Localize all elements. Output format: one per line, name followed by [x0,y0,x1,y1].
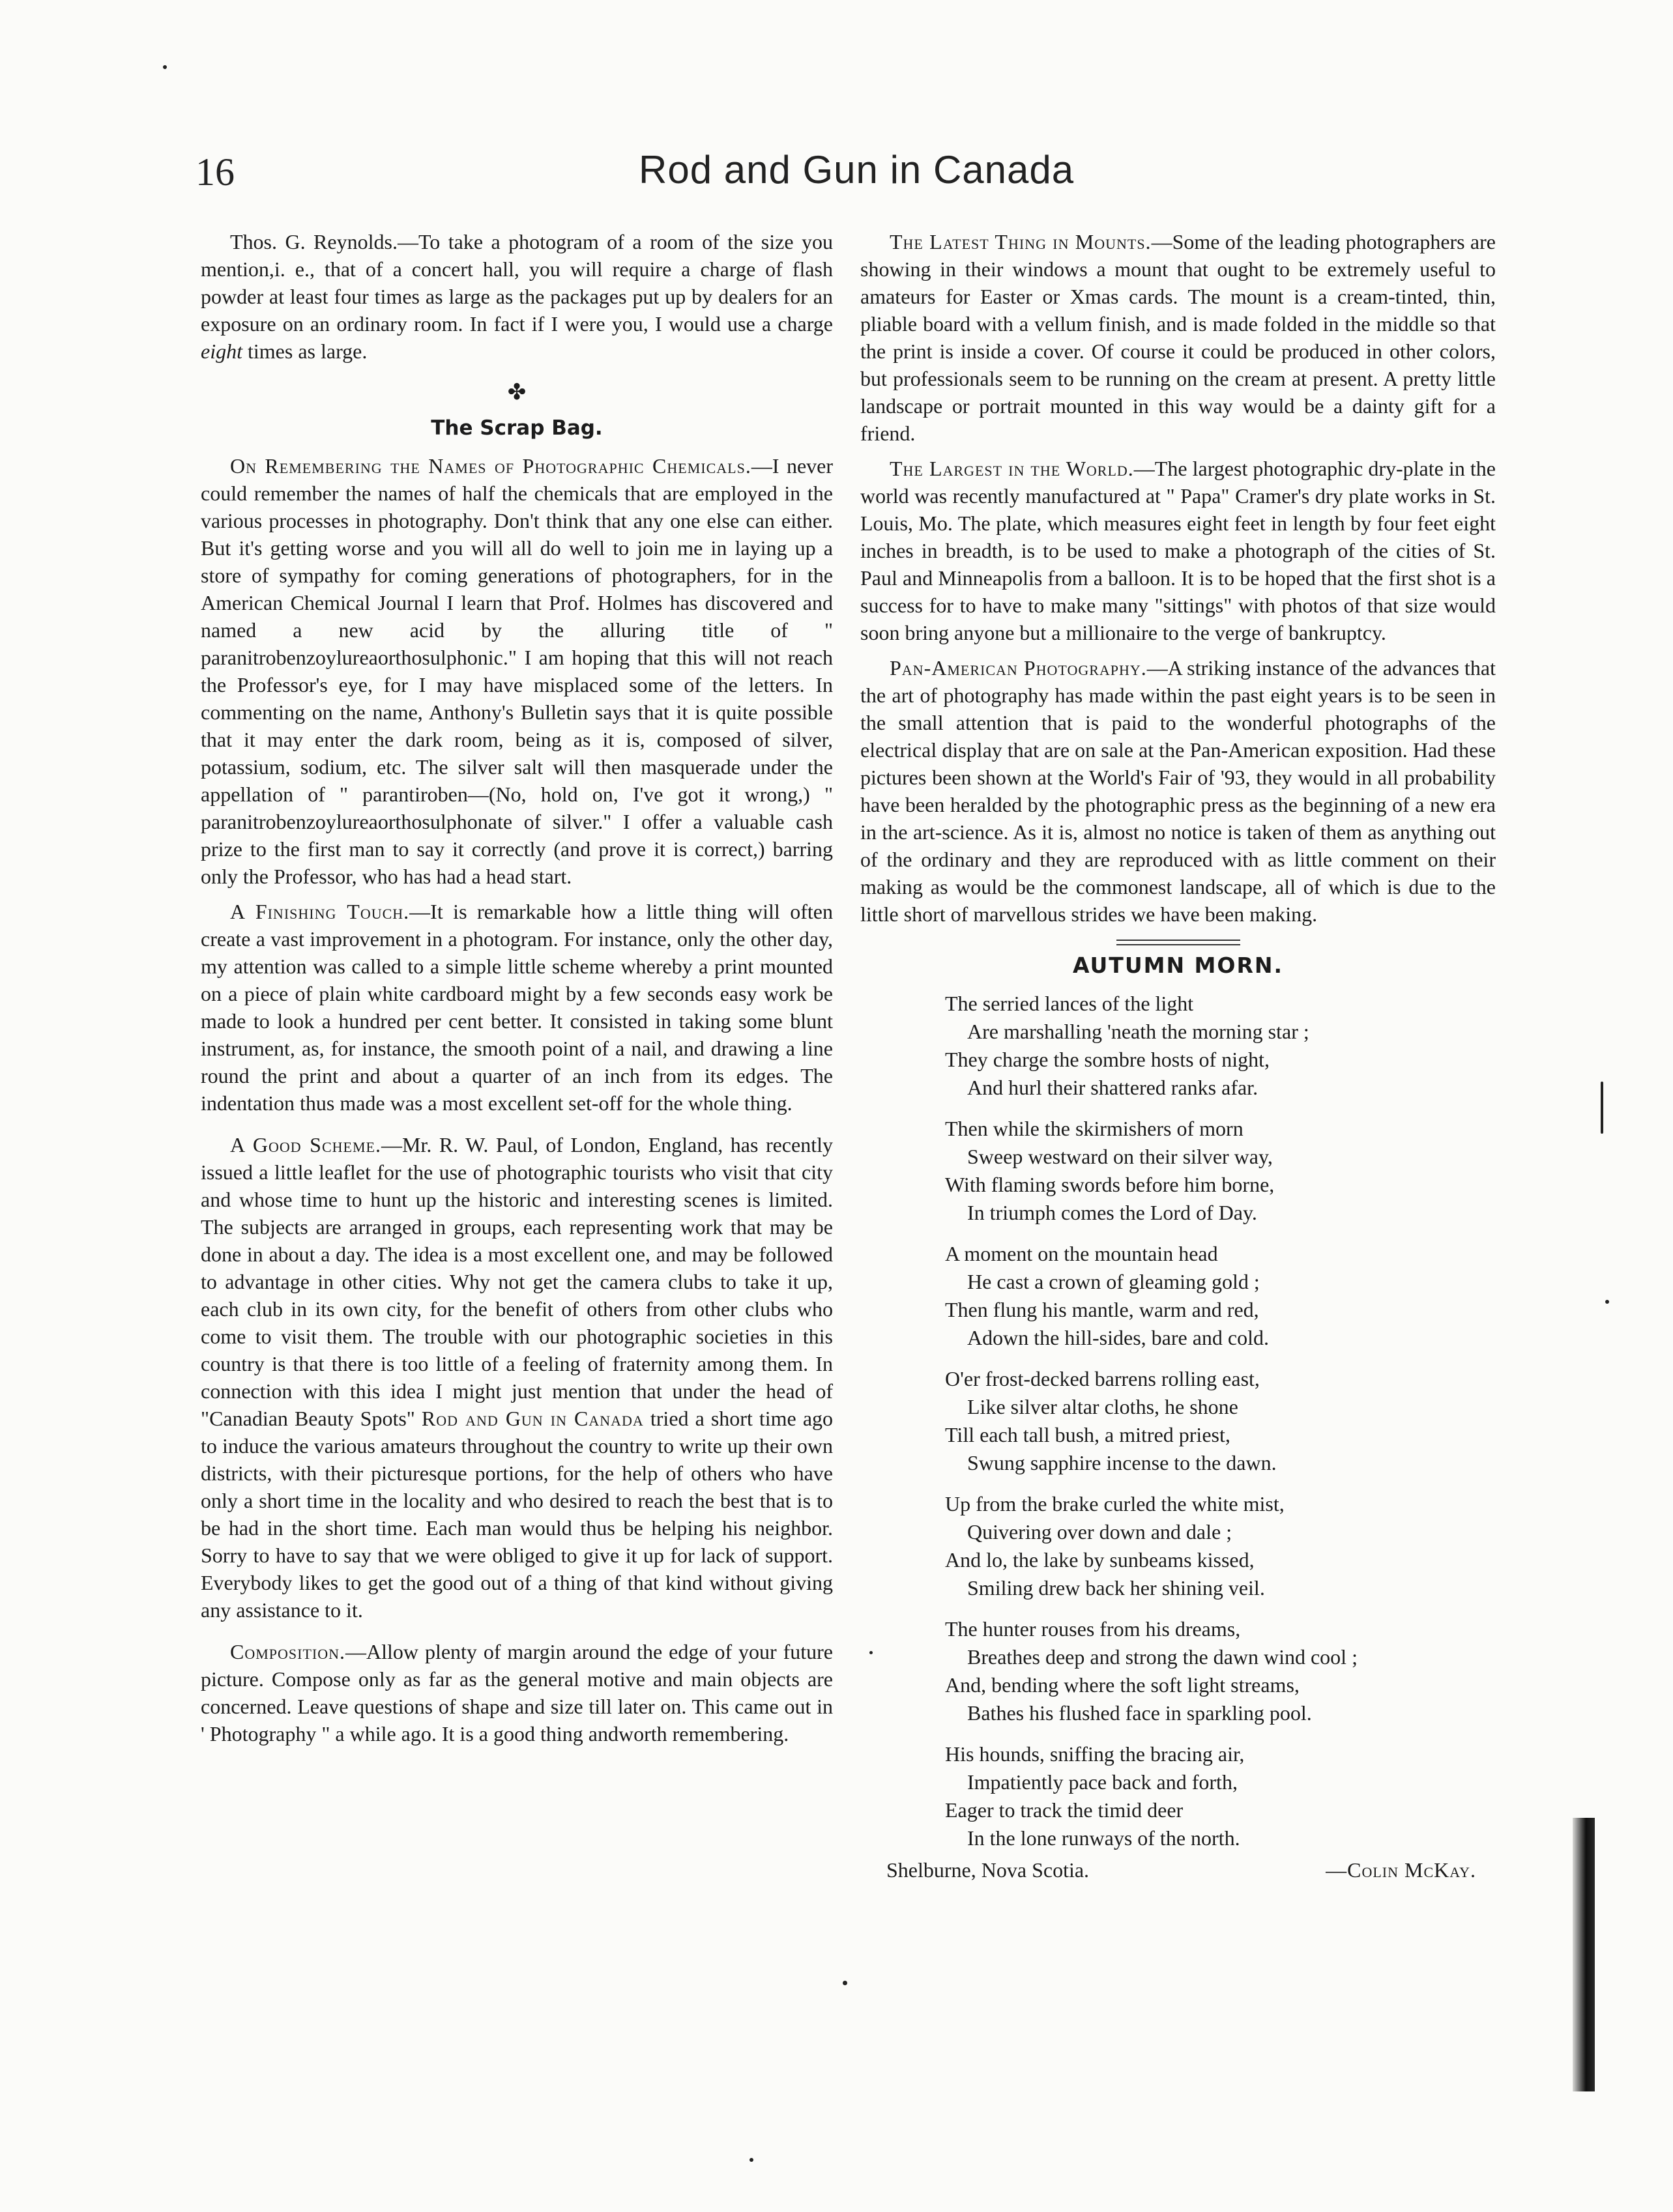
poem-stanza [945,1240,1496,1352]
article-composition: Composition.—Allow plenty of margin around the edge of your future picture. Compose only as far as the general motive and main objects are concerned. Leave questions of shape and size till later on. This came out in ' Photography " a while ago. It is a good thing andworth remembering. [201,1640,833,1745]
poem-line: In the lone runways of the north. [967,1826,1240,1850]
poem-line: In triumph comes the Lord of Day. [967,1201,1257,1224]
running-head: Rod and Gun in Canada [639,148,1075,192]
poem-stanza [945,1740,1496,1852]
poem-signature [860,1856,1496,1884]
poem-line: The hunter rouses from his dreams, [945,1617,1241,1641]
scan-edge-artifact [1573,1818,1595,2091]
poem-title: AUTUMN MORN. [1072,953,1284,978]
poem-stanza [945,1615,1496,1727]
poem-line: Impatiently pace back and forth, [967,1770,1238,1794]
scan-speck [843,1981,847,1985]
article-latest-mounts: The Latest Thing in Mounts.—Some of the leading photographers are showing in their windows a mount that ought to be extremely useful to amateurs for Easter or Xmas cards. The mount is a cream-tinted, thin, pliable board with a vellum finish, and is made folded in the middle so that the print is inside a cover. Of course it could be produced in other colors, but professionals seem to be running on the cream at present. A pretty little landscape or portrait mounted in this way would be a dainty gift for a friend. [860,230,1496,445]
poem-line: Then flung his mantle, warm and red, [945,1298,1259,1321]
poem-line: A moment on the mountain head [945,1242,1218,1265]
poem-line: His hounds, sniffing the bracing air, [945,1742,1245,1766]
poem-line: And, bending where the soft light streams, [945,1673,1300,1697]
reply-reynolds: Thos. G. Reynolds.—To take a photogram of a room of the size you mention,i. e., that of a concert hall, you will require a charge of flash powder at least four times as large as the packages put up by dealers for an exposure on an ordinary room. In fact if I were you, I would use a charge eight times as large. [201,230,833,363]
article-finishing-touch: A Finishing Touch.—It is remarkable how a little thing will often create a vast improvement in a photogram. For instance, only the other day, my attention was called to a simple little scheme whereby a print mounted on a piece of plain white cardboard might by a few seconds easy work be made to look a hundred per cent better. It consisted in taking some blunt instrument, as, for instance, the smooth point of a nail, and drawing a line round the print and about a quarter of an inch from its edges. The indentation thus made was a most excellent set-off for the whole thing. [201,900,833,1115]
scan-speck [1601,1082,1603,1134]
poem-line: Smiling drew back her shining veil. [967,1576,1265,1600]
poem-body [945,990,1496,1852]
page-number: 16 [196,151,235,194]
poem-stanza [945,990,1496,1102]
ornament-icon: ✤ [507,381,527,405]
poem-line: Sweep westward on their silver way, [967,1145,1273,1168]
poem-line: Eager to track the timid deer [945,1798,1184,1822]
poem-line: The serried lances of the light [945,992,1194,1015]
left-column [201,228,833,1755]
poem-line: Till each tall bush, a mitred priest, [945,1423,1230,1446]
poem-line: They charge the sombre hosts of night, [945,1048,1270,1071]
poem-line: And lo, the lake by sunbeams kissed, [945,1548,1255,1572]
section-title: The Scrap Bag. [431,416,603,440]
article-chemical-names: On Remembering the Names of Photographic Chemicals.—I never could remember the names of half the chemicals that are employed in the various processes in photography. Don't think that any one else can either. But it's getting worse and you will all do well to join me in laying up a store of sympathy for coming generations of photographers, for in the American Chemical Journal I learn that Prof. Holmes has discovered and named a new acid by the alluring title of " paranitrobenzoylureaorthosulphonic." I am hoping that this will not reach the Professor's eye, for I may have misplaced some of the letters. In commenting on the name, Anthony's Bulletin says that it is quite possible that it may enter the dark room, being as it is, composed of silver, potassium, sodium, etc. The silver salt will then masquerade under the appellation of " parantiroben—(No, hold on, I've got it wrong,) " paranitrobenzoylureaorthosulphonate of silver." I offer a valuable cash prize to the first man to say it correctly (and prove it is correct,) barring only the Professor, who has had a head start. [201,454,833,888]
poem-line: Like silver altar cloths, he shone [967,1395,1238,1418]
poem-line: Bathes his flushed face in sparkling pool. [967,1701,1312,1725]
scan-speck [749,2158,753,2162]
article-largest-plate: The Largest in the World.—The largest photographic dry-plate in the world was recently manufactured at " Papa" Cramer's dry plate works in St. Louis, Mo. The plate, which measures eight feet in length by four feet eight inches in breadth, is to be used to make a photograph of the cities of St. Paul and Minneapolis from a balloon. It is to be hoped that the first shot is a success for to have to make many "sittings" with photos of that size would soon bring anyone but a millionaire to the verge of bankruptcy. [860,457,1496,644]
poem-line: Swung sapphire incense to the dawn. [967,1451,1277,1474]
poem-line: With flaming swords before him borne, [945,1173,1275,1196]
scan-speck [1605,1300,1609,1304]
poem-line: O'er frost-decked barrens rolling east, [945,1367,1260,1390]
poem-line: He cast a crown of gleaming gold ; [967,1270,1260,1293]
poem-author: —Colin McKay. [1326,1858,1476,1882]
poem-stanza [945,1490,1496,1602]
poem-line: Breathes deep and strong the dawn wind cool ; [967,1645,1358,1669]
right-column [860,228,1496,1884]
double-rule-divider [1116,940,1240,945]
poem-line: Up from the brake curled the white mist, [945,1492,1285,1515]
article-good-scheme: A Good Scheme.—Mr. R. W. Paul, of London, England, has recently issued a little leaflet for the use of photographic tourists who visit that city and whose time to hunt up the historic and interesting scenes is limited. The subjects are arranged in groups, each representing work that may be done in about a day. The idea is a most excellent one, and may be followed to advantage in other cities. Why not get the camera clubs to take it up, each club in its own city, for the benefit of others from other clubs who come to visit them. The trouble with our photographic societies in this country is that there is too little of a feeling of fraternity among them. In connection with this idea I might just mention that under the head of "Canadian Beauty Spots" Rod and Gun in Canada tried a short time ago to induce the various amateurs throughout the country to write up their own districts, with their picturesque portions, for the help of others who have only a short time in the locality and who desired to reach the best that is to be had in the short time. Each man would thus be helping his neighbor. Sorry to have to say that we were obliged to give it up for lack of support. Everybody likes to get the good out of a thing of that kind without giving any assistance to it. [201,1133,834,1622]
scan-speck [163,65,167,69]
poem-line: Quivering over down and dale ; [967,1520,1232,1544]
scan-speck [869,1651,873,1654]
poem-stanza [945,1115,1496,1227]
poem-stanza [945,1365,1496,1477]
poem-line: And hurl their shattered ranks afar. [967,1076,1258,1099]
poem-place: Shelburne, Nova Scotia. [886,1858,1090,1882]
poem-line: Are marshalling 'neath the morning star ; [967,1020,1309,1043]
article-pan-american: Pan-American Photography.—A striking instance of the advances that the art of photography has made within the past eight years is to be seen in the small attention that is paid to the wonderful photographs of the electrical display that are on sale at the Pan-American exposition. Had these pictures been shown at the World's Fair of '93, they would in all probability have been heralded by the photographic press as the beginning of a new era in the art-science. As it is, almost no notice is taken of them as anything out of the ordinary and they are reproduced with as little comment on their making as would be the commonest landscape, all of which is due to the little short of marvellous strides we have been making. [860,656,1496,926]
poem-line: Then while the skirmishers of morn [945,1117,1244,1140]
poem-line: Adown the hill-sides, bare and cold. [967,1326,1269,1349]
